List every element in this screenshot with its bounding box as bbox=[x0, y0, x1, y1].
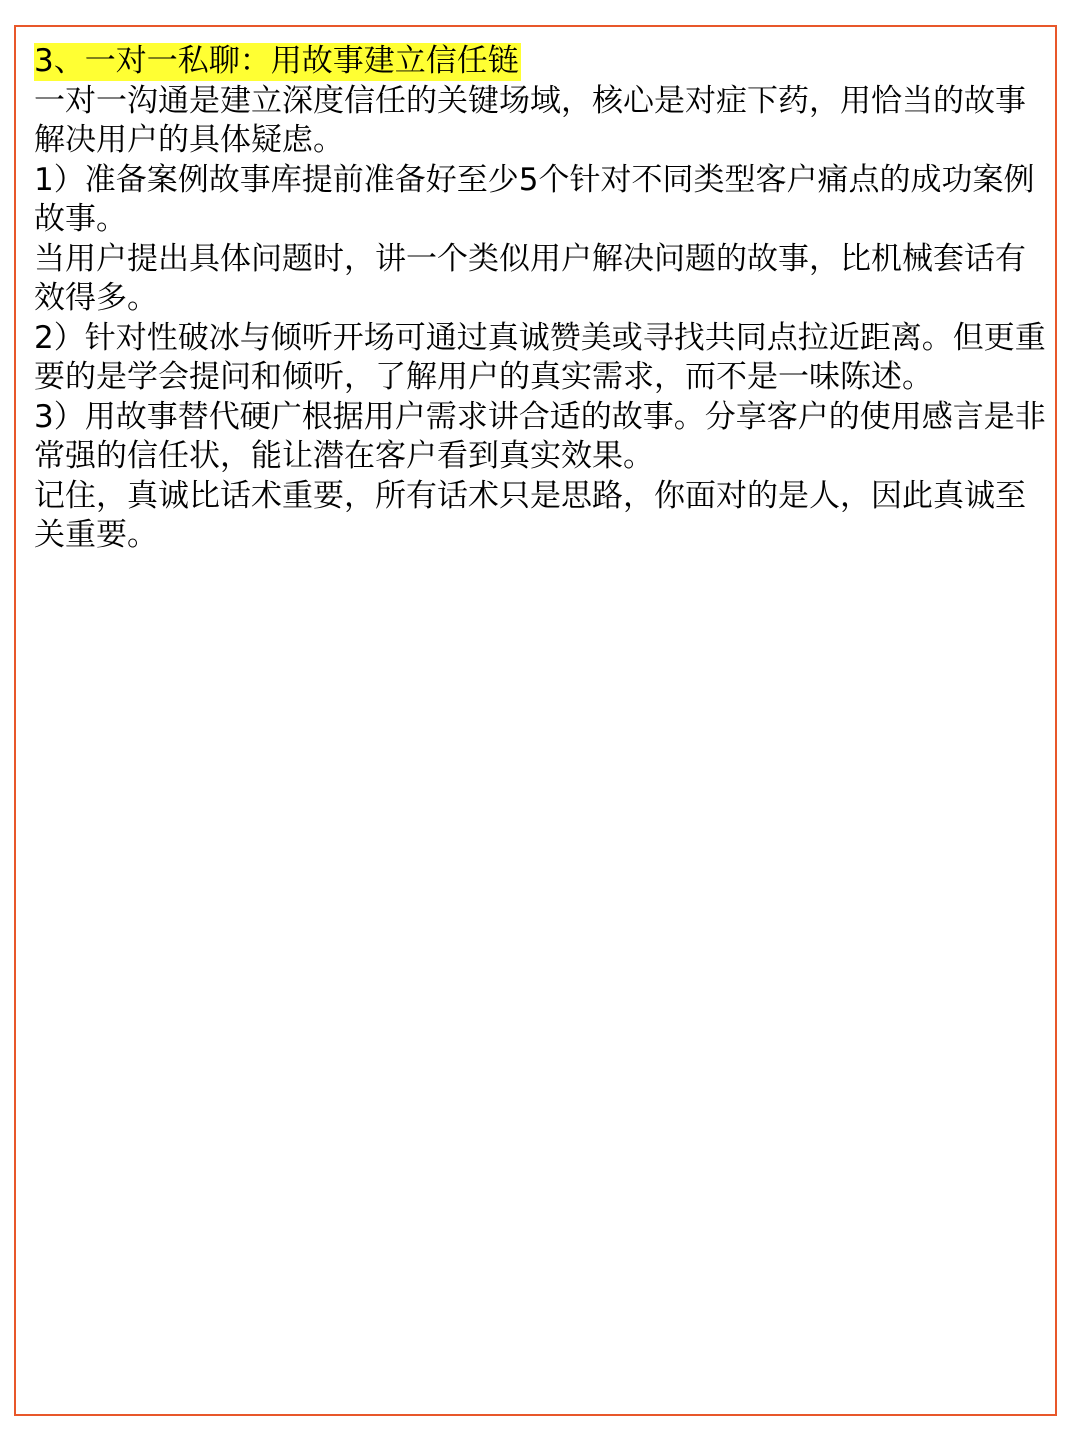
paragraph-point-3: 3）用故事替代硬广根据用户需求讲合适的故事。分享客户的使用感言是非常强的信任状，能让潜在客户看到真实效果。 bbox=[34, 398, 1046, 474]
section-heading: 3、一对一私聊：用故事建立信任链 bbox=[34, 43, 519, 79]
section-heading-line bbox=[34, 42, 1050, 82]
paragraph-point-1-detail: 当用户提出具体问题时，讲一个类似用户解决问题的故事，比机械套话有效得多。 bbox=[34, 240, 1026, 316]
paragraph-intro: 一对一沟通是建立深度信任的关键场域，核心是对症下药，用恰当的故事解决用户的具体疑虑。 bbox=[34, 82, 1026, 158]
paragraph-point-2: 2）针对性破冰与倾听开场可通过真诚赞美或寻找共同点拉近距离。但更重要的是学会提问和倾听，了解用户的真实需求，而不是一味陈述。 bbox=[34, 319, 1046, 395]
document-body bbox=[34, 42, 1050, 556]
paragraph-conclusion: 记住，真诚比话术重要，所有话术只是思路，你面对的是人，因此真诚至关重要。 bbox=[34, 477, 1026, 553]
paragraph-point-1: 1）准备案例故事库提前准备好至少5个针对不同类型客户痛点的成功案例故事。 bbox=[34, 161, 1035, 237]
